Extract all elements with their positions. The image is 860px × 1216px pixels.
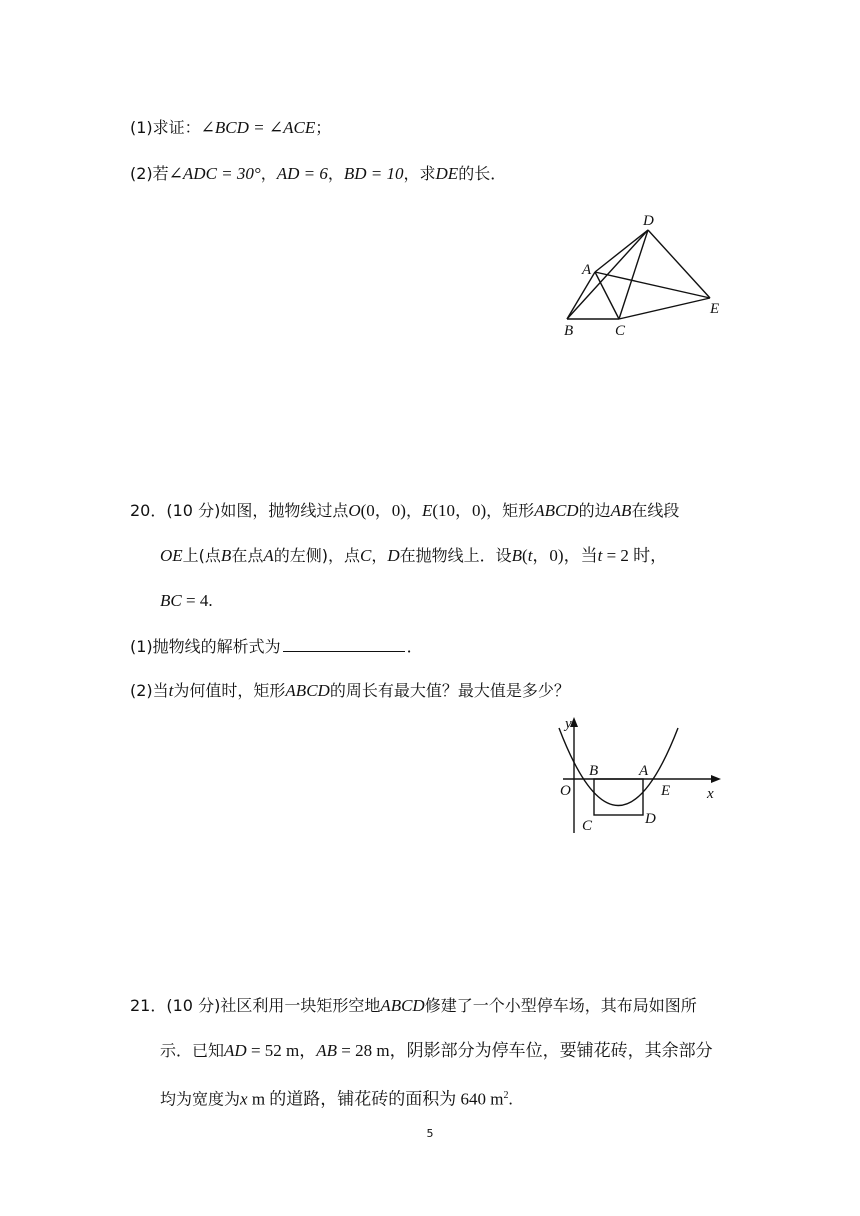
label-e: E bbox=[710, 301, 720, 317]
q20-line2: OE上(点B在点A的左侧)，点C，D在抛物线上．设B(t，0)，当t = 2 时， bbox=[160, 546, 668, 565]
q20-line3: BC = 4. bbox=[160, 591, 213, 610]
segment-ac bbox=[595, 272, 619, 319]
q21-line1: 21．(10 分)社区利用一块矩形空地ABCD修建了一个小型停车场，其布局如图所 bbox=[130, 996, 697, 1015]
label-d: D bbox=[645, 811, 656, 827]
label-a: A bbox=[639, 763, 649, 779]
q21-line2: 示．已知AD = 52 m，AB = 28 m，阴影部分为停车位，要铺花砖，其余部分 bbox=[160, 1041, 713, 1060]
q19-angle-eq: ∠BCD = ∠ACE bbox=[200, 118, 316, 137]
label-o: O bbox=[560, 783, 571, 799]
segment-dc bbox=[619, 230, 648, 319]
label-d: D bbox=[643, 213, 654, 229]
segment-da bbox=[595, 230, 648, 272]
x-axis-arrow bbox=[711, 775, 721, 783]
question-number: 21． bbox=[130, 996, 167, 1015]
label-e: E bbox=[661, 783, 671, 799]
segment-ce bbox=[619, 298, 710, 319]
q20-line1: 20．(10 分)如图，抛物线过点O(0，0)，E(10，0)，矩形ABCD的边AB在线段 bbox=[130, 501, 680, 520]
q20-figure bbox=[555, 713, 735, 843]
question-number: 20． bbox=[130, 501, 167, 520]
q21-line3: 均为宽度为x m 的道路，铺花砖的面积为 640 $m^2$. bbox=[160, 1089, 513, 1109]
label-y: y bbox=[565, 716, 572, 732]
label-b: B bbox=[589, 763, 599, 779]
q19-part2: (2)若∠ADC = 30°，AD = 6，BD = 10，求DE的长． bbox=[130, 164, 507, 183]
q20-part1: (1)抛物线的解析式为 ． bbox=[130, 637, 423, 656]
segment-ae bbox=[595, 272, 710, 298]
rectangle-abcd bbox=[594, 779, 643, 815]
label-c: C bbox=[582, 818, 593, 834]
q19-figure bbox=[555, 208, 735, 343]
page-number: 5 bbox=[426, 1127, 434, 1140]
label-a: A bbox=[582, 262, 592, 278]
label-c: C bbox=[615, 323, 626, 339]
label-b: B bbox=[564, 323, 574, 339]
segment-ab bbox=[567, 272, 595, 319]
q20-part2: (2)当t为何值时，矩形ABCD的周长有最大值？最大值是多少？ bbox=[130, 681, 570, 700]
label-x: x bbox=[707, 786, 714, 802]
q19-part1: (1)求证：∠BCD = ∠ACE； bbox=[130, 118, 332, 137]
segment-de bbox=[648, 230, 710, 298]
answer-blank bbox=[283, 637, 405, 652]
